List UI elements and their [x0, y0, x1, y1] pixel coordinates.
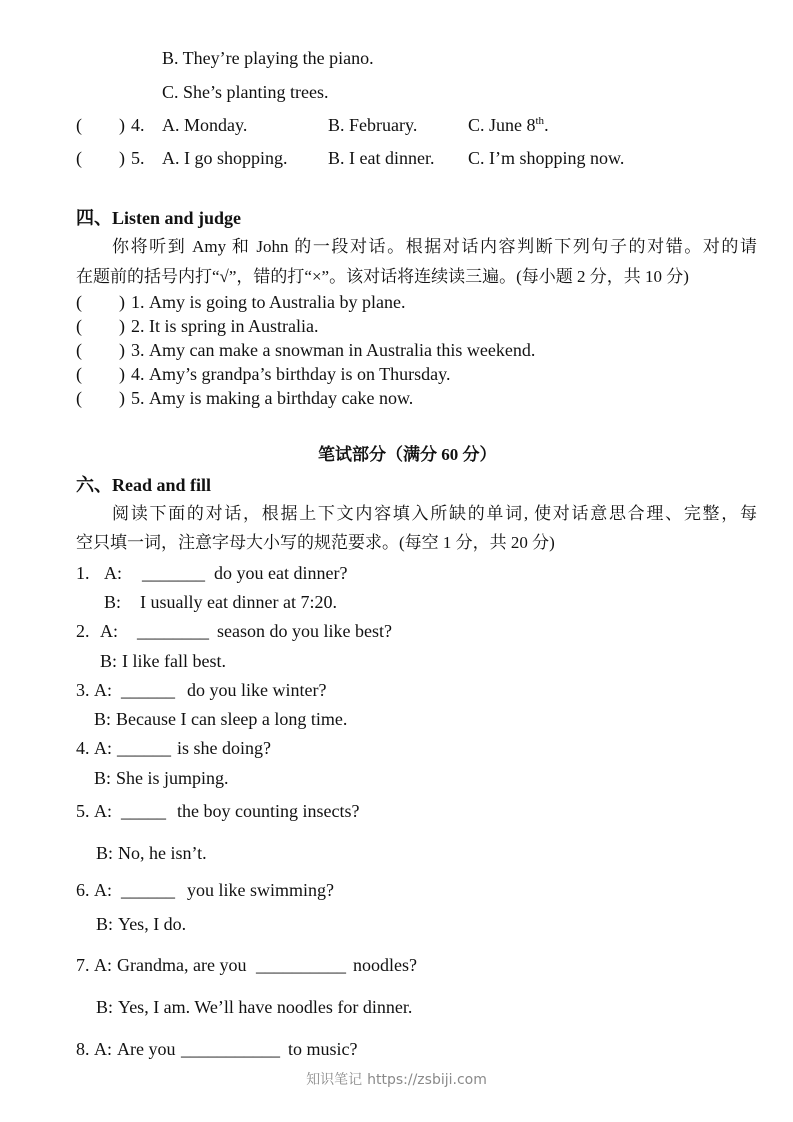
dialogue-text: No, he isn’t. — [118, 843, 207, 863]
question-number: 6. — [76, 880, 90, 900]
dialogue-text: do you like winter? — [187, 680, 327, 700]
question-number: 4. — [131, 115, 145, 135]
speaker-label: B: — [100, 651, 118, 671]
section-heading-read-fill: 六、Read and fill — [76, 475, 212, 495]
dialogue-text: Yes, I do. — [118, 914, 187, 934]
speaker-label: B: — [104, 592, 122, 612]
dialogue-text: I like fall best. — [122, 651, 226, 671]
section-heading-listen-judge: 四、Listen and judge — [76, 208, 242, 228]
option-b: B. I eat dinner. — [328, 148, 435, 168]
dialogue-text: the boy counting insects? — [177, 801, 360, 821]
question-number: 5. — [131, 148, 145, 168]
answer-bracket-open: ( — [76, 316, 82, 336]
speaker-label: B: — [94, 709, 112, 729]
speaker-label: A: — [94, 738, 112, 758]
blank-line: ________ — [137, 621, 209, 641]
option-a: A. I go shopping. — [162, 148, 288, 168]
speaker-label: A: — [94, 801, 112, 821]
answer-bracket-open: ( — [76, 292, 82, 312]
footer-watermark — [0, 1069, 793, 1091]
speaker-label: A: — [94, 955, 112, 975]
speaker-label: A: — [104, 563, 122, 583]
question-number: 5. — [76, 801, 90, 821]
speaker-label: A: — [100, 621, 118, 641]
judge-statement: It is spring in Australia. — [149, 316, 319, 336]
speaker-label: B: — [94, 768, 112, 788]
question-number: 4. — [131, 364, 145, 384]
answer-bracket-open: ( — [76, 388, 82, 408]
written-part-title: 笔试部分（满分 60 分） — [318, 445, 497, 464]
answer-bracket-close: ) — [119, 148, 125, 168]
answer-bracket-open: ( — [76, 148, 82, 168]
speaker-label: A: — [94, 680, 112, 700]
speaker-label: B: — [96, 843, 114, 863]
instruction-line: 空只填一词，注意字母大小写的规范要求。(每空 1 分，共 20 分) — [76, 533, 555, 552]
option-c-period: . — [544, 115, 549, 135]
question-number: 5. — [131, 388, 145, 408]
dialogue-text: to music? — [288, 1039, 358, 1059]
option-c — [468, 114, 549, 136]
speaker-label: B: — [96, 997, 114, 1017]
blank-line: ______ — [117, 738, 171, 758]
footer-url: https://zsbiji.com — [367, 1072, 487, 1088]
dialogue-text: season do you like best? — [217, 621, 392, 641]
answer-bracket-close: ) — [119, 292, 125, 312]
q3-option-b: B. They’re playing the piano. — [162, 48, 374, 68]
answer-bracket-close: ) — [119, 364, 125, 384]
dialogue-text: Yes, I am. We’ll have noodles for dinner. — [118, 997, 413, 1017]
answer-bracket-close: ) — [119, 115, 125, 135]
question-number: 1. — [76, 563, 90, 583]
dialogue-text: you like swimming? — [187, 880, 334, 900]
dialogue-text: noodles? — [353, 955, 417, 975]
answer-bracket-close: ) — [119, 340, 125, 360]
question-number: 1. — [131, 292, 145, 312]
speaker-label: B: — [96, 914, 114, 934]
footer-site-name: 知识笔记 — [306, 1072, 363, 1088]
option-c-text: C. June 8 — [468, 115, 536, 135]
dialogue-text: I usually eat dinner at 7:20. — [140, 592, 337, 612]
dialogue-text: do you eat dinner? — [214, 563, 348, 583]
dialogue-text: is she doing? — [177, 738, 271, 758]
blank-line: ___________ — [181, 1039, 280, 1059]
option-c: C. I’m shopping now. — [468, 148, 625, 168]
answer-bracket-open: ( — [76, 364, 82, 384]
speaker-label: A: — [94, 1039, 112, 1059]
option-b: B. February. — [328, 115, 418, 135]
judge-statement: Amy can make a snowman in Australia this weekend. — [149, 340, 536, 360]
speaker-label: A: — [94, 880, 112, 900]
blank-line: ______ — [121, 880, 175, 900]
answer-bracket-open: ( — [76, 340, 82, 360]
dialogue-text: Are you — [117, 1039, 176, 1059]
dialogue-text: Grandma, are you — [117, 955, 247, 975]
blank-line: _______ — [142, 563, 205, 583]
q3-option-c: C. She’s planting trees. — [162, 82, 329, 102]
ordinal-suffix: th — [535, 115, 545, 127]
answer-bracket-close: ) — [119, 388, 125, 408]
judge-statement: Amy’s grandpa’s birthday is on Thursday. — [149, 364, 451, 384]
dialogue-text: She is jumping. — [116, 768, 229, 788]
judge-statement: Amy is going to Australia by plane. — [149, 292, 406, 312]
judge-statement: Amy is making a birthday cake now. — [149, 388, 414, 408]
question-number: 3. — [131, 340, 145, 360]
question-number: 8. — [76, 1039, 90, 1059]
question-number: 2. — [131, 316, 145, 336]
instruction-line: 你将听到 Amy 和 John 的一段对话。根据对话内容判断下列句子的对错。对的请 — [112, 237, 757, 256]
instruction-line: 在题前的括号内打“√”，错的打“×”。该对话将连续读三遍。(每小题 2 分，共 10 分) — [76, 267, 689, 286]
blank-line: ______ — [121, 680, 175, 700]
question-number: 3. — [76, 680, 90, 700]
question-number: 7. — [76, 955, 90, 975]
blank-line: __________ — [256, 955, 346, 975]
blank-line: _____ — [121, 801, 166, 821]
instruction-line: 阅读下面的对话，根据上下文内容填入所缺的单词, 使对话意思合理、完整，每 — [112, 504, 757, 523]
dialogue-text: Because I can sleep a long time. — [116, 709, 348, 729]
question-number: 2. — [76, 621, 90, 641]
answer-bracket-open: ( — [76, 115, 82, 135]
answer-bracket-close: ) — [119, 316, 125, 336]
option-a: A. Monday. — [162, 115, 248, 135]
question-number: 4. — [76, 738, 90, 758]
